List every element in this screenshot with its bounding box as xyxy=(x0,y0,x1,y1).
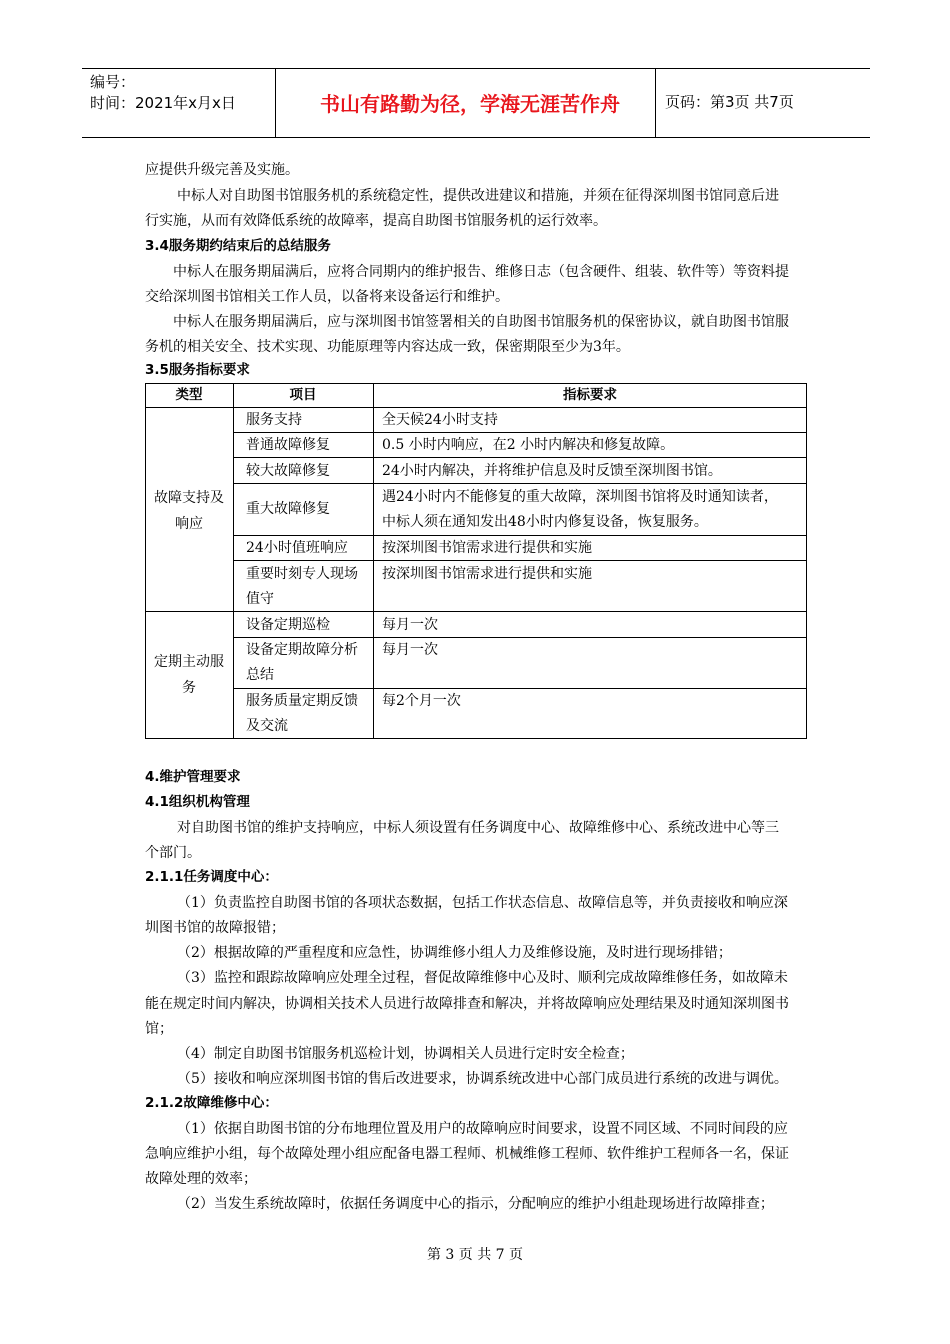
paragraph: 应提供升级完善及实施。 xyxy=(145,162,299,178)
paragraph: 个部门。 xyxy=(145,845,201,861)
table-cell-item: 总结 xyxy=(246,667,274,683)
table-cell-requirement: 中标人须在通知发出48小时内修复设备，恢复服务。 xyxy=(382,514,708,530)
table-category: 故障支持及 响应 xyxy=(154,490,224,532)
subsection-heading-2-1-1: 2.1.1任务调度中心： xyxy=(145,869,278,885)
page-header xyxy=(82,68,870,138)
header-motto: 书山有路勤为径，学海无涯苦作舟 xyxy=(320,92,620,116)
table-cell-item: 较大故障修复 xyxy=(246,463,330,479)
list-item: 故障处理的效率； xyxy=(145,1171,257,1187)
paragraph: 中标人在服务期届满后，应将合同期内的维护报告、维修日志（包含硬件、组装、软件等）等资料提 xyxy=(173,264,789,280)
list-item: （1）负责监控自助图书馆的各项状态数据，包括工作状态信息、故障信息等，并负责接收和响应深 xyxy=(177,895,788,911)
table-cell-requirement: 全天候24小时支持 xyxy=(382,412,498,428)
table-cell-item: 重大故障修复 xyxy=(246,501,330,517)
list-item: 馆； xyxy=(145,1021,173,1037)
section-heading-4-1: 4.1组织机构管理 xyxy=(145,794,250,810)
table-cell-item: 重要时刻专人现场 xyxy=(246,566,358,582)
table-cell-requirement: 每月一次 xyxy=(382,642,438,658)
list-item: （3）监控和跟踪故障响应处理全过程，督促故障维修中心及时、顺利完成故障维修任务，如故障未 xyxy=(177,970,788,986)
table-cell-requirement: 按深圳图书馆需求进行提供和实施 xyxy=(382,566,592,582)
list-item: （2）当发生系统故障时，依据任务调度中心的指示，分配响应的维护小组赴现场进行故障排查； xyxy=(177,1196,774,1212)
header-page-number: 页码：第3页 共7页 xyxy=(665,93,794,111)
section-heading-3-4: 3.4服务期约结束后的总结服务 xyxy=(145,238,331,254)
header-left xyxy=(90,72,236,114)
list-item: 急响应维护小组，每个故障处理小组应配备电器工程师、机械维修工程师、软件维护工程师各一名，保证 xyxy=(145,1146,789,1162)
table-cell-requirement: 遇24小时内不能修复的重大故障，深圳图书馆将及时通知读者， xyxy=(382,489,778,505)
paragraph: 务机的相关安全、技术实现、功能原理等内容达成一致，保密期限至少为3年。 xyxy=(145,339,630,355)
list-item: （1）依据自助图书馆的分布地理位置及用户的故障响应时间要求，设置不同区域、不同时间段的应 xyxy=(177,1121,788,1137)
list-item: 能在规定时间内解决，协调相关技术人员进行故障排查和解决，并将故障响应处理结果及时通知深圳图书 xyxy=(145,996,789,1012)
table-header-requirement: 指标要求 xyxy=(563,387,617,403)
header-number: 编号： xyxy=(90,73,136,91)
header-time: 时间：2021年x月x日 xyxy=(90,94,236,112)
table-header-type: 类型 xyxy=(175,387,203,403)
subsection-heading-2-1-2: 2.1.2故障维修中心： xyxy=(145,1095,278,1111)
table-cell-item: 服务支持 xyxy=(246,412,302,428)
section-heading-3-5: 3.5服务指标要求 xyxy=(145,362,250,378)
table-category: 定期主动服 务 xyxy=(154,654,224,696)
list-item: 圳图书馆的故障报错； xyxy=(145,920,285,936)
table-cell-item: 服务质量定期反馈 xyxy=(246,693,358,709)
table-cell-requirement: 24小时内解决，并将维护信息及时反馈至深圳图书馆。 xyxy=(382,463,722,479)
page-footer: 第 3 页 共 7 页 xyxy=(426,1247,524,1263)
table-cell-requirement: 按深圳图书馆需求进行提供和实施 xyxy=(382,540,592,556)
paragraph: 对自助图书馆的维护支持响应，中标人须设置有任务调度中心、故障维修中心、系统改进中心等三 xyxy=(177,820,779,836)
list-item: （5）接收和响应深圳图书馆的售后改进要求，协调系统改进中心部门成员进行系统的改进与调优。 xyxy=(177,1071,788,1087)
table-cell-item: 24小时值班响应 xyxy=(246,540,348,556)
paragraph: 行实施，从而有效降低系统的故障率，提高自助图书馆服务机的运行效率。 xyxy=(145,213,607,229)
service-indicator-table xyxy=(145,383,807,739)
table-cell-requirement: 每2个月一次 xyxy=(382,693,461,709)
table-cell-item: 设备定期巡检 xyxy=(246,617,330,633)
table-cell-item: 普通故障修复 xyxy=(246,437,330,453)
paragraph: 中标人在服务期届满后，应与深圳图书馆签署相关的自助图书馆服务机的保密协议，就自助图书馆服 xyxy=(173,314,789,330)
list-item: （2）根据故障的严重程度和应急性，协调维修小组人力及维修设施，及时进行现场排错； xyxy=(177,945,732,961)
table-cell-requirement: 每月一次 xyxy=(382,617,438,633)
list-item: （4）制定自助图书馆服务机巡检计划，协调相关人员进行定时安全检查； xyxy=(177,1046,634,1062)
table-header-item: 项目 xyxy=(289,387,317,403)
table-cell-item: 设备定期故障分析 xyxy=(246,642,358,658)
paragraph: 交给深圳图书馆相关工作人员，以备将来设备运行和维护。 xyxy=(145,289,509,305)
table-cell-item: 值守 xyxy=(246,591,274,607)
section-heading-4: 4.维护管理要求 xyxy=(145,769,241,785)
table-cell-requirement: 0.5 小时内响应，在2 小时内解决和修复故障。 xyxy=(382,437,675,453)
table-cell-item: 及交流 xyxy=(246,718,288,734)
paragraph: 中标人对自助图书馆服务机的系统稳定性，提供改进建议和措施，并须在征得深圳图书馆同意后进 xyxy=(177,188,779,204)
